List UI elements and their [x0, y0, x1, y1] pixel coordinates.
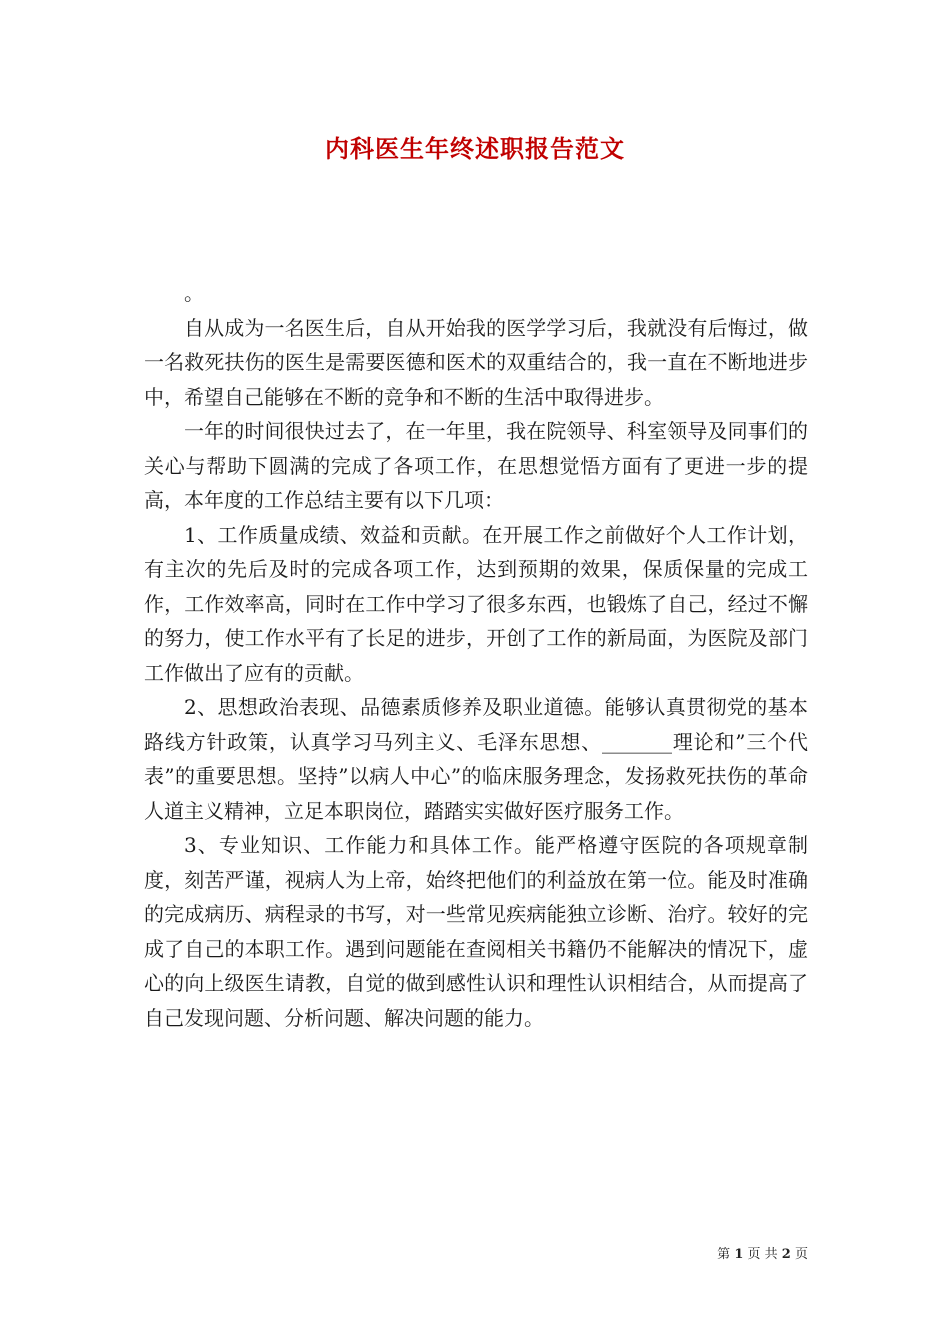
footer-middle: 页 共	[747, 1247, 778, 1262]
paragraph-item-3: 3、专业知识、工作能力和具体工作。能严格遵守医院的各项规章制度，刻苦严谨，视病人为上帝，始终把他们的利益放在第一位。能及时准确的完成病历、病程录的书写，对一些常见疾病能独立诊断、治疗。较好的完成了自己的本职工作。遇到问题能在查阅相关书籍仍不能解决的情况下，虚心的向上级医生请教，自觉的做到感性认识和理性认识相结合，从而提高了自己发现问题、分析问题、解决问题的能力。	[144, 833, 808, 1030]
footer-suffix: 页	[794, 1247, 808, 1262]
document-body	[144, 276, 808, 1035]
paragraph-item-2: 2、思想政治表现、品德素质修养及职业道德。能够认真贯彻党的基本路线方针政策，认真学习马列主义、毛泽东思想、_______理论和”三个代表”的重要思想。坚持”以病人中心”的临床服务理念，发扬救死扶伤的革命人道主义精神，立足本职岗位，踏踏实实做好医疗服务工作。	[144, 695, 808, 823]
paragraph-summary: 一年的时间很快过去了，在一年里，我在院领导、科室领导及同事们的关心与帮助下圆满的完成了各项工作，在思想觉悟方面有了更进一步的提高，本年度的工作总结主要有以下几项：	[144, 419, 808, 512]
paragraph-intro: 自从成为一名医生后，自从开始我的医学学习后，我就没有后悔过，做一名救死扶伤的医生是需要医德和医术的双重结合的，我一直在不断地进步中，希望自己能够在不断的竞争和不断的生活中取得进步。	[144, 315, 808, 409]
footer-total-pages: 2	[781, 1247, 791, 1262]
footer-prefix: 第	[717, 1247, 731, 1262]
footer-current-page: 1	[734, 1247, 744, 1262]
document-title: 内科医生年终述职报告范文	[325, 134, 625, 163]
intro-mark: 。	[184, 281, 204, 305]
paragraph-item-1: 1、工作质量成绩、效益和贡献。在开展工作之前做好个人工作计划，有主次的先后及时的完成各项工作，达到预期的效果，保质保量的完成工作，工作效率高，同时在工作中学习了很多东西，也锻炼了自己，经过不懈的努力，使工作水平有了长足的进步，开创了工作的新局面，为医院及部门工作做出了应有的贡献。	[144, 522, 808, 685]
page-footer	[717, 1246, 808, 1264]
